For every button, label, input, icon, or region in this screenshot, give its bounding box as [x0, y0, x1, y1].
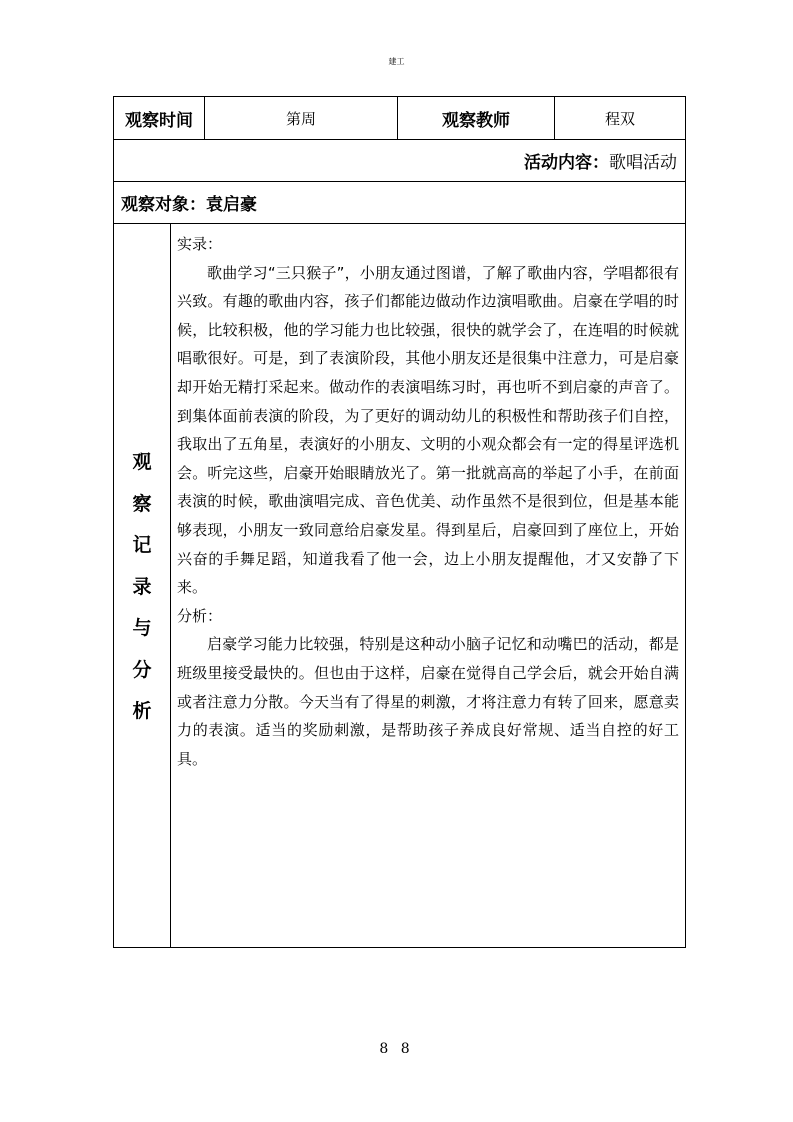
record-label-char: 察	[132, 492, 152, 515]
record-label-char: 分	[132, 658, 152, 681]
activity-label: 活动内容：	[524, 153, 609, 173]
row-activity	[114, 140, 686, 182]
row-time-teacher	[114, 97, 686, 140]
row-record	[114, 224, 686, 948]
subject-label: 观察对象：	[121, 195, 206, 215]
subject-value: 袁启豪	[206, 195, 257, 215]
record-label-char: 与	[132, 617, 152, 640]
header-mark: 建工	[388, 57, 405, 66]
record-text: 歌曲学习“三只猴子”，小朋友通过图谱，了解了歌曲内容，学唱都很有兴致。有趣的歌曲内容，孩子们都能边做动作边演唱歌曲。启豪在学唱的时候，比较积极，他的学习能力也比较强，很快的就学会了，在连唱的时候就唱歌很好。可是，到了表演阶段，其他小朋友还是很集中注意力，可是启豪却开始无精打采起来。做动作的表演唱练习时，再也听不到启豪的声音了。到集体面前表演的阶段，为了更好的调动幼儿的积极性和帮助孩子们自控，我取出了五角星，表演好的小朋友、文明的小观众都会有一定的得星评选机会。听完这些，启豪开始眼睛放光了。第一批就高高的举起了小手，在前面表演的时候，歌曲演唱完成、音色优美、动作虽然不是很到位，但是基本能够表现，小朋友一致同意给启豪发星。得到星后，启豪回到了座位上，开始兴奋的手舞足蹈，知道我看了他一会，边上小朋友提醒他，才又安静了下来。	[177, 263, 679, 597]
observation-teacher-label: 观察教师	[398, 97, 555, 140]
record-label-char: 记	[132, 534, 152, 557]
analysis-heading: 分析：	[177, 606, 223, 625]
observation-time-label: 观察时间	[114, 97, 205, 140]
observation-table	[113, 96, 686, 948]
record-label-char: 观	[132, 451, 152, 474]
record-label-char: 录	[132, 575, 152, 598]
subject-cell	[114, 182, 686, 224]
observation-time-value: 第周	[205, 97, 398, 140]
record-heading: 实录：	[177, 235, 223, 253]
record-content	[171, 224, 686, 948]
analysis-text: 启豪学习能力比较强，特别是这种动小脑子记忆和动嘴巴的活动，都是班级里接受最快的。但也由于这样，启豪在觉得自己学会后，就会开始自满或者注意力分散。今天当有了得星的刺激，才将注意力有转了回来，愿意卖力的表演。适当的奖励刺激，是帮助孩子养成良好常规、适当自控的好工具。	[177, 635, 679, 768]
activity-cell	[114, 140, 686, 182]
record-label-char: 析	[132, 700, 152, 723]
page-number: 8 8	[379, 1041, 414, 1057]
row-subject	[114, 182, 686, 224]
observation-teacher-value: 程双	[555, 97, 686, 140]
activity-value: 歌唱活动	[609, 153, 677, 173]
record-analysis-label	[114, 224, 171, 948]
